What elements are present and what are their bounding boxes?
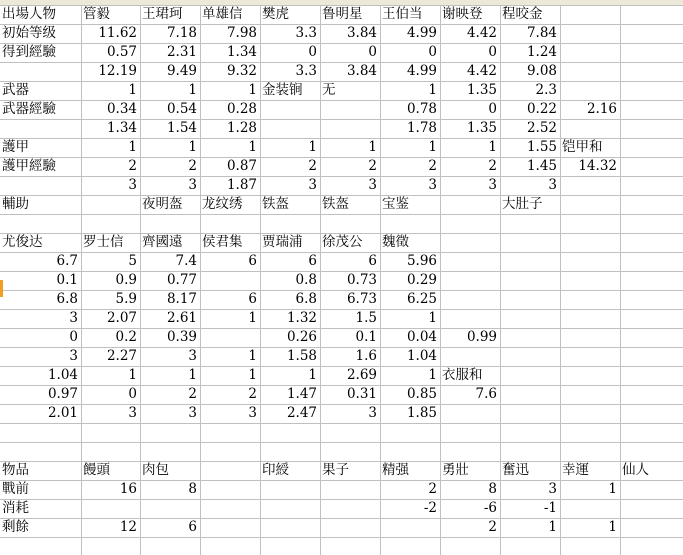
sheet-cell[interactable]: 1 [428, 310, 437, 326]
sheet-cell[interactable]: 0.9 [115, 272, 137, 288]
sheet-cell[interactable]: -6 [483, 500, 497, 516]
sheet-cell[interactable]: 2.52 [526, 120, 557, 136]
sheet-cell[interactable]: 3 [308, 177, 317, 193]
sheet-cell[interactable]: 0.1 [56, 272, 78, 288]
sheet-cell[interactable]: 0 [488, 101, 497, 117]
sheet-cell[interactable]: 0 [69, 329, 78, 345]
sheet-cell[interactable]: 1 [608, 519, 617, 535]
sheet-cell[interactable]: 2.61 [166, 310, 197, 326]
active-cell-indicator [0, 280, 3, 297]
sheet-cell[interactable]: 7.98 [226, 25, 257, 41]
sheet-cell[interactable]: 贾瑞浦 [262, 234, 303, 250]
sheet-cell[interactable]: 1.35 [466, 120, 497, 136]
sheet-cell[interactable]: 1.35 [466, 82, 497, 98]
sheet-cell[interactable]: 4.42 [466, 63, 497, 79]
sheet-cell[interactable]: 0 [128, 386, 137, 402]
sheet-cell[interactable]: 樊虎 [262, 6, 289, 22]
sheet-cell[interactable]: 16 [119, 481, 137, 497]
sheet-cell[interactable]: 3 [548, 481, 557, 497]
sheet-cell[interactable]: 1 [308, 367, 317, 383]
sheet-cell[interactable]: 初始等级 [2, 25, 56, 41]
sheet-cell[interactable]: 0.04 [406, 329, 437, 345]
sheet-cell[interactable]: 3.3 [295, 25, 317, 41]
sheet-cell[interactable]: 魏徵 [382, 234, 409, 250]
sheet-cell[interactable]: 无 [322, 82, 336, 98]
sheet-cell[interactable]: 5.96 [406, 253, 437, 269]
sheet-cell[interactable]: 1.24 [526, 44, 557, 60]
sheet-cell[interactable]: 5 [128, 253, 137, 269]
sheet-cell[interactable]: 衣服和 [442, 367, 483, 383]
sheet-cell[interactable]: 龙纹绣 [202, 196, 243, 212]
sheet-cell[interactable]: 徐茂公 [322, 234, 363, 250]
sheet-cell[interactable]: 1.6 [355, 348, 377, 364]
sheet-cell[interactable]: 7.4 [175, 253, 197, 269]
sheet-cell[interactable]: 7.18 [166, 25, 197, 41]
sheet-cell[interactable]: 2 [188, 158, 197, 174]
sheet-cell[interactable]: 6 [248, 253, 257, 269]
sheet-cell[interactable]: 果子 [322, 462, 349, 478]
sheet-cell[interactable]: 9.08 [526, 63, 557, 79]
sheet-cell[interactable]: 6.8 [56, 291, 78, 307]
sheet-cell[interactable]: 3 [69, 310, 78, 326]
sheet-cell[interactable]: 1 [368, 139, 377, 155]
sheet-cell[interactable]: 7.84 [526, 25, 557, 41]
gridline-horizontal [0, 423, 683, 424]
sheet-cell[interactable]: 1.58 [286, 348, 317, 364]
sheet-cell[interactable]: 6 [248, 291, 257, 307]
sheet-cell[interactable]: 印綬 [262, 462, 289, 478]
sheet-cell[interactable]: 6.8 [295, 291, 317, 307]
sheet-cell[interactable]: 9.49 [166, 63, 197, 79]
sheet-cell[interactable]: 1.04 [406, 348, 437, 364]
sheet-cell[interactable]: 12 [119, 519, 137, 535]
sheet-cell[interactable]: 消耗 [2, 500, 29, 516]
sheet-cell[interactable]: 1 [188, 139, 197, 155]
sheet-cell[interactable]: 1.34 [226, 44, 257, 60]
sheet-cell[interactable]: 6.7 [56, 253, 78, 269]
sheet-cell[interactable]: 3 [428, 177, 437, 193]
sheet-cell[interactable]: 0.54 [166, 101, 197, 117]
sheet-cell[interactable]: 尤俊达 [2, 234, 43, 250]
sheet-cell[interactable]: 0.34 [106, 101, 137, 117]
sheet-cell[interactable]: 2 [428, 158, 437, 174]
sheet-cell[interactable]: 出場人物 [2, 6, 56, 22]
sheet-cell[interactable]: 2.16 [586, 101, 617, 117]
sheet-cell[interactable]: 12.19 [98, 63, 137, 79]
sheet-cell[interactable]: 6 [188, 519, 197, 535]
sheet-cell[interactable]: 2 [128, 158, 137, 174]
sheet-cell[interactable]: 得到經驗 [2, 44, 56, 60]
sheet-cell[interactable]: 4.42 [466, 25, 497, 41]
sheet-cell[interactable]: 護甲經驗 [2, 158, 56, 174]
sheet-cell[interactable]: 8 [488, 481, 497, 497]
sheet-cell[interactable]: 1 [188, 82, 197, 98]
sheet-cell[interactable]: 8.17 [166, 291, 197, 307]
sheet-cell[interactable]: 6.73 [346, 291, 377, 307]
sheet-cell[interactable]: 铁盔 [322, 196, 349, 212]
sheet-cell[interactable]: 0.97 [47, 386, 78, 402]
sheet-cell[interactable]: 1 [548, 519, 557, 535]
sheet-cell[interactable]: 1 [428, 139, 437, 155]
sheet-cell[interactable]: 1 [428, 367, 437, 383]
sheet-cell[interactable]: 3 [248, 405, 257, 421]
sheet-cell[interactable]: 3 [128, 177, 137, 193]
sheet-cell[interactable]: 王伯当 [382, 6, 423, 22]
sheet-cell[interactable]: 3 [188, 405, 197, 421]
sheet-cell[interactable]: 0.39 [166, 329, 197, 345]
sheet-cell[interactable]: 0.77 [166, 272, 197, 288]
sheet-cell[interactable]: 0.29 [406, 272, 437, 288]
sheet-cell[interactable]: 3.84 [346, 25, 377, 41]
sheet-cell[interactable]: 肉包 [142, 462, 169, 478]
sheet-cell[interactable]: 鲁明星 [322, 6, 363, 22]
sheet-cell[interactable]: 1.45 [526, 158, 557, 174]
sheet-cell[interactable]: 1.47 [286, 386, 317, 402]
sheet-cell[interactable]: 大肚子 [502, 196, 543, 212]
sheet-cell[interactable]: 0 [308, 44, 317, 60]
sheet-cell[interactable]: 0.57 [106, 44, 137, 60]
sheet-cell[interactable]: 1.28 [226, 120, 257, 136]
sheet-cell[interactable]: 6.25 [406, 291, 437, 307]
sheet-cell[interactable]: 1 [428, 82, 437, 98]
gridline-horizontal [0, 214, 683, 215]
sheet-cell[interactable]: 3 [368, 405, 377, 421]
sheet-cell[interactable]: 0.8 [295, 272, 317, 288]
sheet-cell[interactable]: 精强 [382, 462, 409, 478]
sheet-cell[interactable]: 武器經驗 [2, 101, 56, 117]
sheet-cell[interactable]: 0.28 [226, 101, 257, 117]
sheet-cell[interactable]: 2.69 [346, 367, 377, 383]
sheet-cell[interactable]: -1 [543, 500, 557, 516]
sheet-cell[interactable]: 3.3 [295, 63, 317, 79]
sheet-cell[interactable]: 0 [428, 44, 437, 60]
sheet-cell[interactable]: 0.2 [115, 329, 137, 345]
sheet-cell[interactable]: 護甲 [2, 139, 29, 155]
sheet-cell[interactable]: 2.31 [166, 44, 197, 60]
sheet-cell[interactable]: 剩餘 [2, 519, 29, 535]
sheet-cell[interactable]: 2 [248, 386, 257, 402]
sheet-cell[interactable]: 1.04 [47, 367, 78, 383]
sheet-cell[interactable]: 0.1 [355, 329, 377, 345]
sheet-cell[interactable]: 2.27 [106, 348, 137, 364]
sheet-cell[interactable]: 2 [308, 158, 317, 174]
sheet-cell[interactable]: 幸運 [562, 462, 589, 478]
sheet-cell[interactable]: 1 [248, 348, 257, 364]
sheet-cell[interactable]: 3.84 [346, 63, 377, 79]
sheet-cell[interactable]: 3 [368, 177, 377, 193]
sheet-cell[interactable]: 1.78 [406, 120, 437, 136]
sheet-cell[interactable]: 1 [248, 82, 257, 98]
sheet-cell[interactable]: 2 [488, 158, 497, 174]
sheet-cell[interactable]: 0 [488, 44, 497, 60]
sheet-cell[interactable]: 1.5 [355, 310, 377, 326]
sheet-cell[interactable]: 1 [308, 139, 317, 155]
gridline-horizontal [0, 442, 683, 443]
sheet-cell[interactable]: 王珺珂 [142, 6, 183, 22]
sheet-cell[interactable]: 戰前 [2, 481, 29, 497]
sheet-cell[interactable]: 2 [428, 481, 437, 497]
sheet-cell[interactable]: 侯君集 [202, 234, 243, 250]
sheet-cell[interactable]: 1.34 [106, 120, 137, 136]
sheet-cell[interactable]: 3 [488, 177, 497, 193]
sheet-cell[interactable]: 齊國遠 [142, 234, 183, 250]
sheet-cell[interactable]: 1 [128, 367, 137, 383]
sheet-cell[interactable]: 1 [248, 139, 257, 155]
sheet-cell[interactable]: 2 [368, 158, 377, 174]
sheet-cell[interactable]: 8 [188, 481, 197, 497]
sheet-cell[interactable]: 1.32 [286, 310, 317, 326]
sheet-cell[interactable]: 0.99 [466, 329, 497, 345]
sheet-cell[interactable]: 奮迅 [502, 462, 529, 478]
sheet-cell[interactable]: 罗士信 [83, 234, 124, 250]
sheet-cell[interactable]: 3 [69, 348, 78, 364]
sheet-cell[interactable]: 谢映登 [442, 6, 483, 22]
sheet-cell[interactable]: 3 [188, 177, 197, 193]
sheet-cell[interactable]: 1.55 [526, 139, 557, 155]
sheet-cell[interactable]: 0.26 [286, 329, 317, 345]
sheet-cell[interactable]: 0.87 [226, 158, 257, 174]
sheet-cell[interactable]: 4.99 [406, 63, 437, 79]
sheet-cell[interactable]: 1.54 [166, 120, 197, 136]
sheet-cell[interactable]: 金装锏 [262, 82, 303, 98]
sheet-cell[interactable]: 2.47 [286, 405, 317, 421]
sheet-cell[interactable]: 宝鉴 [382, 196, 409, 212]
sheet-cell[interactable]: 1.87 [226, 177, 257, 193]
gridline-horizontal [0, 537, 683, 538]
sheet-cell[interactable]: 夜明盔 [142, 196, 183, 212]
sheet-cell[interactable]: 0.73 [346, 272, 377, 288]
sheet-cell[interactable]: 6 [308, 253, 317, 269]
sheet-cell[interactable]: 9.32 [226, 63, 257, 79]
sheet-cell[interactable]: 7.6 [475, 386, 497, 402]
sheet-cell[interactable]: 1 [248, 310, 257, 326]
sheet-cell[interactable]: 0.78 [406, 101, 437, 117]
sheet-cell[interactable]: 1 [188, 367, 197, 383]
sheet-cell[interactable]: 0.85 [406, 386, 437, 402]
sheet-cell[interactable]: 5.9 [115, 291, 137, 307]
sheet-cell[interactable]: 单雄信 [202, 6, 243, 22]
sheet-cell[interactable]: 物品 [2, 462, 29, 478]
sheet-cell[interactable]: 3 [128, 405, 137, 421]
sheet-cell[interactable]: 程咬金 [502, 6, 543, 22]
sheet-cell[interactable]: 0 [368, 44, 377, 60]
sheet-cell[interactable]: 2 [488, 519, 497, 535]
sheet-cell[interactable]: 饅頭 [83, 462, 110, 478]
sheet-cell[interactable]: 1 [608, 481, 617, 497]
sheet-cell[interactable]: 铠甲和 [562, 139, 603, 155]
sheet-cell[interactable]: 14.32 [578, 158, 617, 174]
sheet-cell[interactable]: 1 [488, 139, 497, 155]
gridline-horizontal [0, 499, 683, 500]
sheet-cell[interactable]: 1 [128, 82, 137, 98]
sheet-cell[interactable]: 2.01 [47, 405, 78, 421]
sheet-cell[interactable]: 1 [128, 139, 137, 155]
sheet-cell[interactable]: 6 [368, 253, 377, 269]
sheet-cell[interactable]: 武器 [2, 82, 29, 98]
sheet-cell[interactable]: 1 [248, 367, 257, 383]
sheet-cell[interactable]: 铁盔 [262, 196, 289, 212]
sheet-cell[interactable]: 仙人 [622, 462, 649, 478]
sheet-cell[interactable]: 4.99 [406, 25, 437, 41]
sheet-cell[interactable]: 0.22 [526, 101, 557, 117]
sheet-cell[interactable]: 輔助 [2, 196, 29, 212]
sheet-cell[interactable]: 勇壯 [442, 462, 469, 478]
sheet-cell[interactable]: 2.07 [106, 310, 137, 326]
sheet-cell[interactable]: 3 [548, 177, 557, 193]
sheet-cell[interactable]: 3 [188, 348, 197, 364]
sheet-cell[interactable]: 2.3 [535, 82, 557, 98]
sheet-cell[interactable]: 11.62 [98, 25, 137, 41]
sheet-cell[interactable]: 2 [188, 386, 197, 402]
sheet-cell[interactable]: 1.85 [406, 405, 437, 421]
sheet-cell[interactable]: 0.31 [346, 386, 377, 402]
sheet-cell[interactable]: 管毅 [83, 6, 110, 22]
sheet-cell[interactable]: -2 [423, 500, 437, 516]
